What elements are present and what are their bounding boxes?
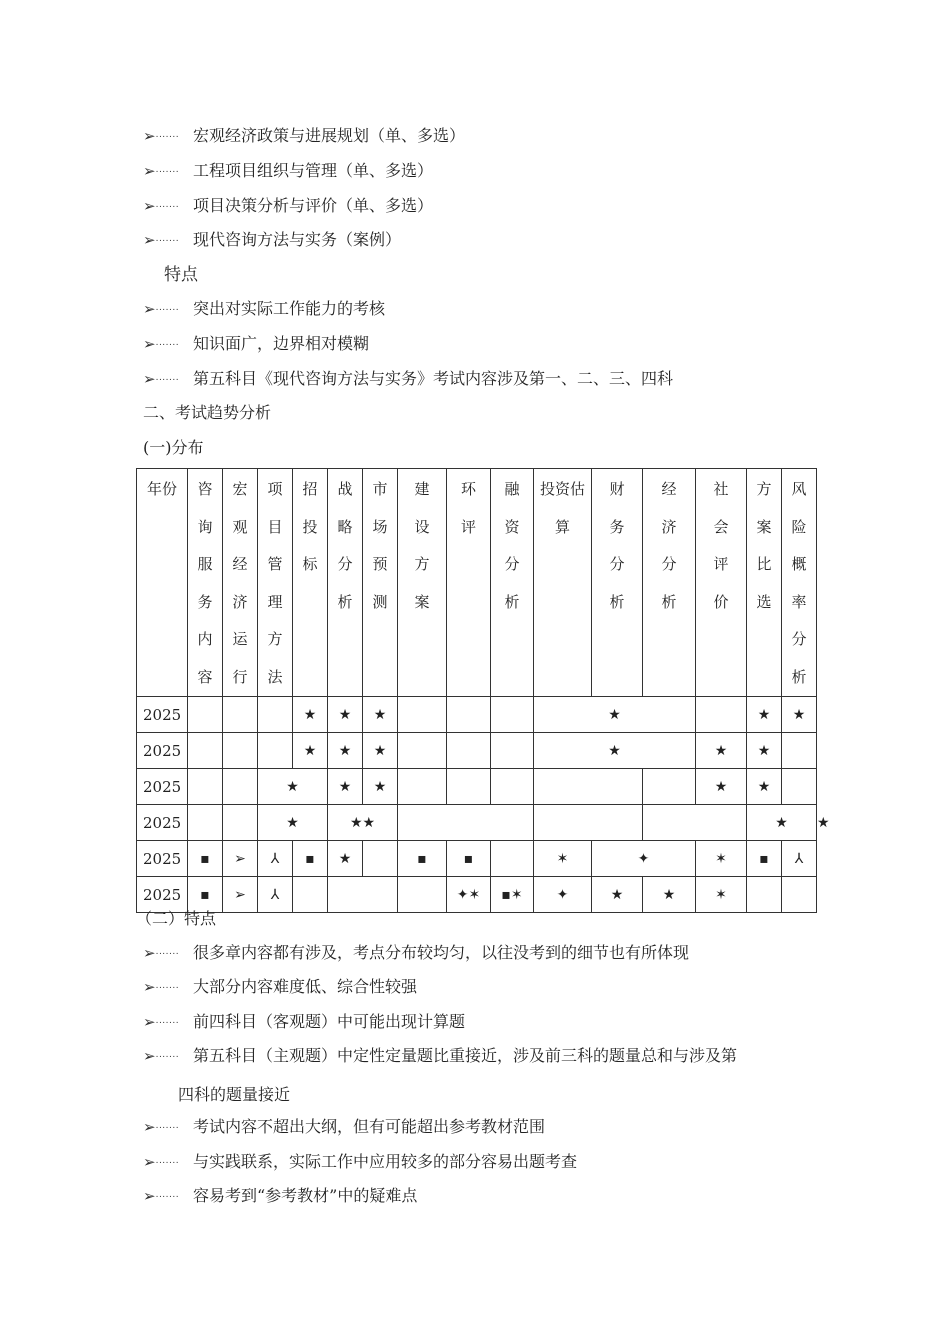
list-item: ➢······· 很多章内容都有涉及，考点分布较均匀，以往没考到的细节也有所体现 — [143, 942, 689, 966]
table-cell: ⅄ — [258, 877, 293, 913]
list-item: ➢······· 工程项目组织与管理（单、多选） — [143, 160, 433, 184]
column-header: 风险概率分析 — [782, 469, 817, 697]
column-header: 经济分析 — [643, 469, 696, 697]
list-item: ➢······· 前四科目（客观题）中可能出现计算题 — [143, 1011, 465, 1035]
table-cell — [293, 877, 328, 913]
distribution-table — [136, 468, 830, 913]
table-cell: ★ — [328, 769, 363, 805]
table-cell: ✦✶ — [447, 877, 491, 913]
column-header: 投资估算 — [534, 469, 592, 697]
table-cell — [534, 769, 643, 805]
section-heading: 二、考试趋势分析 — [143, 403, 272, 422]
list-item: ➢······· 第五科目《现代咨询方法与实务》考试内容涉及第一、二、三、四科 — [143, 368, 673, 392]
table-cell: ★ — [747, 805, 817, 841]
table-cell — [363, 841, 398, 877]
list-item: ➢······· 第五科目（主观题）中定性定量题比重接近，涉及前三科的题量总和与涉及第 — [143, 1045, 737, 1069]
table-cell: ★ — [328, 733, 363, 769]
list-item: ➢······· 项目决策分析与评价（单、多选） — [143, 195, 433, 219]
table-row — [137, 733, 817, 769]
table-cell — [782, 877, 817, 913]
table-cell — [258, 733, 293, 769]
table-cell: ★ — [293, 733, 328, 769]
year-cell: 2025 — [137, 805, 188, 841]
arrow-bullet-icon: ➢······· — [143, 370, 180, 388]
table-cell — [782, 733, 817, 769]
table-cell: ★ — [258, 805, 328, 841]
list-item: ➢······· 知识面广，边界相对模糊 — [143, 333, 369, 357]
table-cell: ★ — [643, 877, 696, 913]
table-cell: ▪✶ — [491, 877, 534, 913]
table-cell: ★ — [747, 769, 782, 805]
column-header: 环评 — [447, 469, 491, 697]
column-header: 社会评价 — [696, 469, 747, 697]
list-item: ➢······· 宏观经济政策与进展规划（单、多选） — [143, 125, 465, 149]
table-header-row — [137, 469, 817, 697]
year-cell: 2025 — [137, 733, 188, 769]
table-cell — [398, 697, 447, 733]
table-cell: ▪ — [188, 877, 223, 913]
arrow-bullet-icon: ➢······· — [143, 162, 180, 180]
table-cell: ★★ — [328, 805, 398, 841]
column-header: 融资分析 — [491, 469, 534, 697]
arrow-bullet-icon: ➢······· — [143, 127, 180, 145]
table-cell: ★ — [592, 877, 643, 913]
column-header: 财务分析 — [592, 469, 643, 697]
table-cell: ★ — [258, 769, 328, 805]
subsection-heading: （二）特点 — [136, 909, 217, 928]
table-cell — [398, 805, 534, 841]
table-cell: ▪ — [398, 841, 447, 877]
table-cell — [188, 733, 223, 769]
table-cell: ★ — [328, 697, 363, 733]
column-header: 战略分析 — [328, 469, 363, 697]
column-header: 方案比选 — [747, 469, 782, 697]
table-cell: ★ — [696, 769, 747, 805]
table-cell: ★ — [747, 697, 782, 733]
table-cell: ★ — [363, 697, 398, 733]
table-cell: ★ — [696, 733, 747, 769]
table-cell: ★ — [363, 733, 398, 769]
table-cell — [447, 697, 491, 733]
table-cell — [643, 805, 747, 841]
table-row — [137, 841, 817, 877]
table-cell: ★ — [534, 733, 696, 769]
table-cell — [491, 841, 534, 877]
year-cell: 2025 — [137, 877, 188, 913]
table-cell — [398, 877, 447, 913]
column-header: 宏观经济运行 — [223, 469, 258, 697]
table-cell: ★ — [328, 841, 363, 877]
table-cell — [258, 697, 293, 733]
table-cell — [398, 769, 447, 805]
table-cell: ★ — [782, 697, 817, 733]
arrow-bullet-icon: ➢······· — [143, 300, 180, 318]
table-row — [137, 877, 817, 913]
table-cell: ★ — [534, 697, 696, 733]
table-cell — [534, 805, 643, 841]
table-cell: ✦ — [534, 877, 592, 913]
column-header: 咨询服务内容 — [188, 469, 223, 697]
table-cell — [188, 805, 223, 841]
column-header: 建设方案 — [398, 469, 447, 697]
column-header: 年份 — [137, 469, 188, 697]
arrow-bullet-icon: ➢······· — [143, 1013, 180, 1031]
arrow-bullet-icon: ➢······· — [143, 978, 180, 996]
list-item: ➢······· 容易考到“参考教材”中的疑难点 — [143, 1185, 417, 1209]
table-cell: ▪ — [293, 841, 328, 877]
arrow-bullet-icon: ➢······· — [143, 944, 180, 962]
table-cell: ⅄ — [258, 841, 293, 877]
table-cell — [398, 733, 447, 769]
table-cell: ✶ — [696, 841, 747, 877]
arrow-bullet-icon: ➢······· — [143, 1118, 180, 1136]
table-cell — [188, 769, 223, 805]
table-cell — [491, 697, 534, 733]
table-cell — [782, 769, 817, 805]
year-cell: 2025 — [137, 769, 188, 805]
arrow-bullet-icon: ➢······· — [143, 335, 180, 353]
list-item: ➢······· 与实践联系，实际工作中应用较多的部分容易出题考查 — [143, 1151, 577, 1175]
table-cell — [223, 769, 258, 805]
table-cell — [223, 805, 258, 841]
table-cell: ➢ — [223, 841, 258, 877]
table-cell — [223, 697, 258, 733]
list-item: ➢······· 考试内容不超出大纲，但有可能超出参考教材范围 — [143, 1116, 545, 1140]
table-cell: ▪ — [747, 841, 782, 877]
table-cell — [188, 697, 223, 733]
table-cell — [447, 769, 491, 805]
table-cell — [447, 733, 491, 769]
arrow-bullet-icon: ➢······· — [143, 1047, 180, 1065]
subsection-heading: (一)分布 — [143, 438, 204, 457]
list-item: ➢······· 现代咨询方法与实务（案例） — [143, 229, 401, 253]
table-cell: ★ — [747, 733, 782, 769]
table-row: 2025 ★ ★★ ★ ★ — [137, 805, 817, 841]
list-item: ➢······· 大部分内容难度低、综合性较强 — [143, 976, 417, 1000]
table-cell: ➢ — [223, 877, 258, 913]
table-cell — [643, 769, 696, 805]
table-cell: ▪ — [447, 841, 491, 877]
column-header: 招投标 — [293, 469, 328, 697]
arrow-bullet-icon: ➢······· — [143, 231, 180, 249]
arrow-bullet-icon: ➢······· — [143, 1153, 180, 1171]
table-cell — [223, 733, 258, 769]
table-cell — [747, 877, 782, 913]
table-cell: ✶ — [696, 877, 747, 913]
table-cell — [491, 733, 534, 769]
table-cell: ✦ — [592, 841, 696, 877]
table-cell — [696, 697, 747, 733]
column-header: 市场预测 — [363, 469, 398, 697]
list-item-continuation: 四科的题量接近 — [178, 1085, 291, 1104]
arrow-bullet-icon: ➢······· — [143, 197, 180, 215]
arrow-bullet-icon: ➢······· — [143, 1187, 180, 1205]
table-cell: ✶ — [534, 841, 592, 877]
table-cell — [328, 877, 398, 913]
features-heading: 特点 — [164, 265, 198, 285]
column-header: 项目管理方法 — [258, 469, 293, 697]
table-cell — [491, 769, 534, 805]
table-cell: ★ — [293, 697, 328, 733]
table-cell: ⅄ — [782, 841, 817, 877]
table-cell: ★ — [363, 769, 398, 805]
table-row — [137, 769, 817, 805]
list-item: ➢······· 突出对实际工作能力的考核 — [143, 298, 385, 322]
table-row — [137, 697, 817, 733]
year-cell: 2025 — [137, 841, 188, 877]
year-cell: 2025 — [137, 697, 188, 733]
table-cell: ▪ — [188, 841, 223, 877]
